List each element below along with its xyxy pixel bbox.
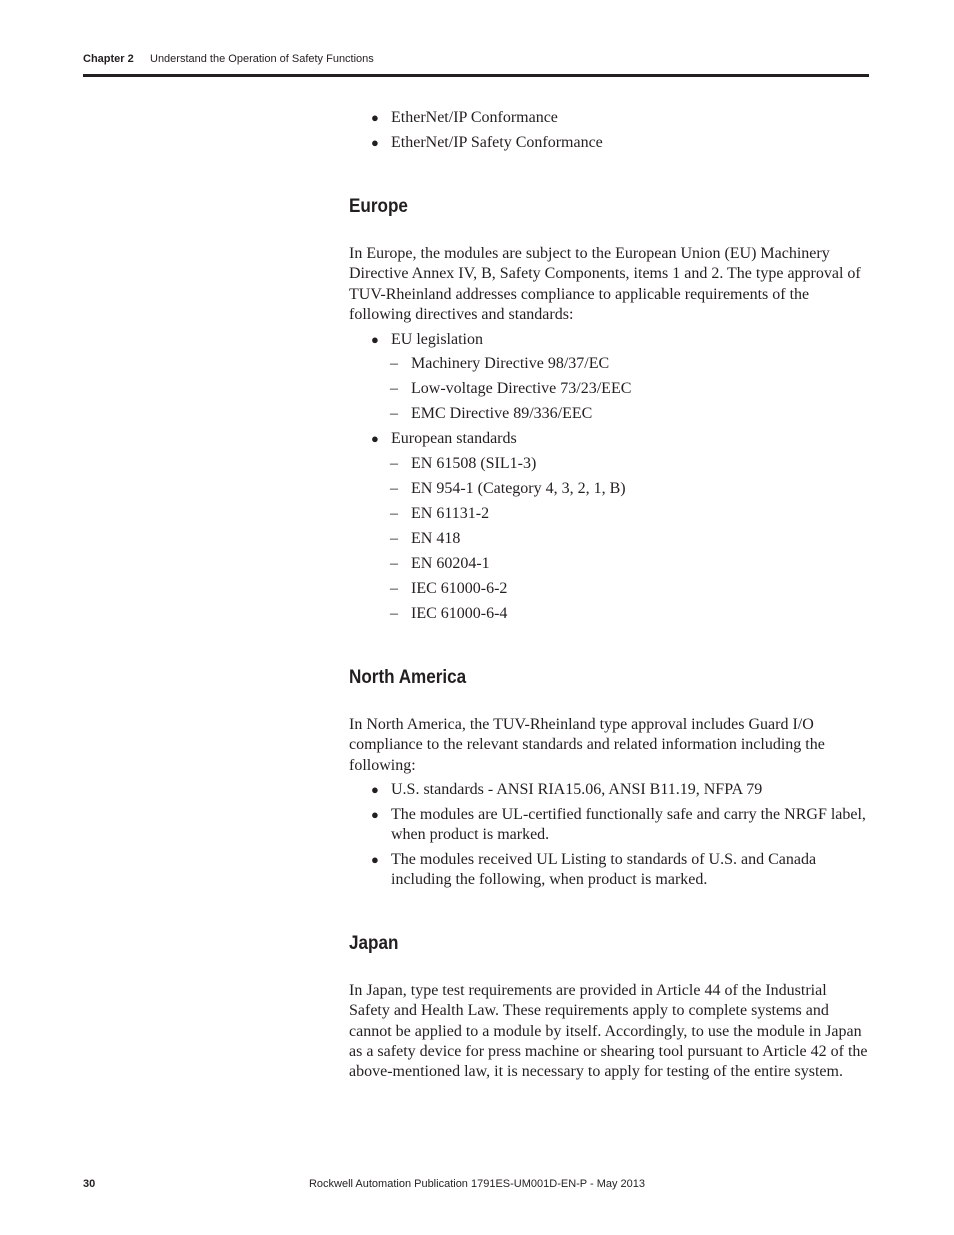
bullet-icon: ● (371, 852, 379, 867)
north-america-paragraph: In North America, the TUV-Rheinland type approval includes Guard I/O compliance to the relevant standards and related information including the following: (349, 716, 825, 774)
dash-icon: – (390, 355, 398, 372)
section-heading-japan: Japan (349, 933, 399, 954)
page-number: 30 (83, 1178, 96, 1190)
header-rule (83, 74, 869, 77)
dash-icon: – (390, 380, 398, 397)
dash-icon: – (390, 580, 398, 597)
bullet-icon: ● (371, 110, 379, 125)
section-heading-north-america: North America (349, 667, 467, 688)
chapter-title: Understand the Operation of Safety Functions (150, 53, 374, 65)
japan-paragraph: In Japan, type test requirements are provided in Article 44 of the Industrial Safety and Health Law. These requirements apply to complete systems and cannot be applied to a module by itself. Accordingly, to use the module in Japan as a safety device for press machine or shearing tool pursuant to Article 42 of the above-mentioned law, it is necessary to apply for testing of the entire system. (349, 982, 868, 1081)
dash-icon: – (390, 480, 398, 497)
europe-paragraph: In Europe, the modules are subject to the European Union (EU) Machinery Directive Annex IV, B, Safety Components, items 1 and 2. The type approval of TUV-Rheinland addresses compliance to applicable requirements of the following directives and standards: (349, 245, 861, 323)
dash-icon: – (390, 505, 398, 522)
bullet-icon: ● (371, 135, 379, 150)
chapter-label: Chapter 2 (83, 53, 134, 65)
section-heading-europe: Europe (349, 196, 408, 217)
bullet-icon: ● (371, 332, 379, 347)
dash-icon: – (390, 605, 398, 622)
publication-info: Rockwell Automation Publication 1791ES-UM001D-EN-P - May 2013 (308, 1178, 646, 1190)
dash-icon: – (390, 405, 398, 422)
bullet-icon: ● (371, 782, 379, 797)
bullet-icon: ● (371, 807, 379, 822)
dash-icon: – (390, 455, 398, 472)
bullet-icon: ● (371, 431, 379, 446)
dash-icon: – (390, 555, 398, 572)
dash-icon: – (390, 530, 398, 547)
